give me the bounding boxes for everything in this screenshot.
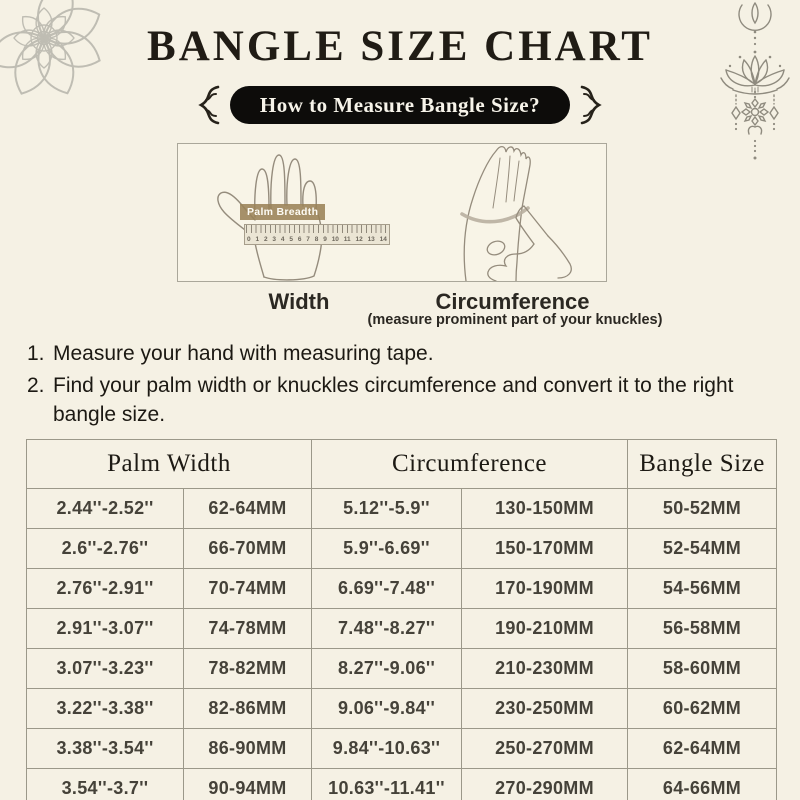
table-cell: 10.63''-11.41'' xyxy=(312,769,462,800)
table-cell: 2.76''-2.91'' xyxy=(27,569,184,609)
table-cell: 190-210MM xyxy=(462,609,628,649)
size-table xyxy=(26,439,777,800)
instruction-number: 2. xyxy=(27,374,45,397)
table-cell: 3.22''-3.38'' xyxy=(27,689,184,729)
table-cell: 5.12''-5.9'' xyxy=(312,489,462,529)
table-cell: 56-58MM xyxy=(628,609,777,649)
table-cell: 170-190MM xyxy=(462,569,628,609)
table-cell: 70-74MM xyxy=(184,569,312,609)
table-cell: 2.44''-2.52'' xyxy=(27,489,184,529)
instruction-item xyxy=(27,371,779,429)
ruler-number: 10 xyxy=(331,236,339,243)
flourish-left-icon xyxy=(195,85,221,125)
table-cell: 210-230MM xyxy=(462,649,628,689)
table-cell: 250-270MM xyxy=(462,729,628,769)
table-cell: 150-170MM xyxy=(462,529,628,569)
table-cell: 9.06''-9.84'' xyxy=(312,689,462,729)
instruction-item xyxy=(27,339,779,368)
ruler-number: 1 xyxy=(255,236,260,243)
table-row xyxy=(27,769,777,800)
ruler-number: 4 xyxy=(280,236,285,243)
table-row xyxy=(27,689,777,729)
table-cell: 62-64MM xyxy=(628,729,777,769)
table-cell: 50-52MM xyxy=(628,489,777,529)
table-cell: 2.91''-3.07'' xyxy=(27,609,184,649)
width-caption: Width xyxy=(268,289,330,314)
palm-ruler xyxy=(244,224,390,245)
ruler-number: 3 xyxy=(272,236,277,243)
table-row xyxy=(27,489,777,529)
ruler-number: 8 xyxy=(314,236,319,243)
table-cell: 130-150MM xyxy=(462,489,628,529)
table-cell: 3.07''-3.23'' xyxy=(27,649,184,689)
header-bangle-size: Bangle Size xyxy=(628,440,777,489)
table-header-row xyxy=(27,440,777,489)
flourish-right-icon xyxy=(579,85,605,125)
knuckle-circumference-hand-illustration xyxy=(420,144,605,281)
ruler-number: 11 xyxy=(343,236,351,243)
table-cell: 5.9''-6.69'' xyxy=(312,529,462,569)
size-table-body xyxy=(27,489,777,800)
table-cell: 74-78MM xyxy=(184,609,312,649)
palm-breadth-label: Palm Breadth xyxy=(240,204,325,220)
ruler-number: 7 xyxy=(306,236,310,243)
instructions-list xyxy=(27,339,779,432)
table-cell: 86-90MM xyxy=(184,729,312,769)
ruler-number: 12 xyxy=(355,236,363,243)
instruction-text: Measure your hand with measuring tape. xyxy=(53,342,434,365)
table-cell: 2.6''-2.76'' xyxy=(27,529,184,569)
measure-badge: How to Measure Bangle Size? xyxy=(230,86,570,124)
ruler-number: 13 xyxy=(367,236,375,243)
table-cell: 9.84''-10.63'' xyxy=(312,729,462,769)
ruler-number: 2 xyxy=(263,236,268,243)
ruler-numbers xyxy=(247,236,387,243)
circumference-note: (measure prominent part of your knuckles) xyxy=(367,312,663,328)
table-cell: 66-70MM xyxy=(184,529,312,569)
table-cell: 64-66MM xyxy=(628,769,777,800)
table-cell: 3.54''-3.7'' xyxy=(27,769,184,800)
width-illustration-box xyxy=(177,143,421,282)
table-cell: 7.48''-8.27'' xyxy=(312,609,462,649)
table-row xyxy=(27,609,777,649)
circumference-caption: Circumference xyxy=(435,289,590,314)
table-cell: 60-62MM xyxy=(628,689,777,729)
table-cell: 8.27''-9.06'' xyxy=(312,649,462,689)
table-cell: 82-86MM xyxy=(184,689,312,729)
table-cell: 90-94MM xyxy=(184,769,312,800)
table-cell: 52-54MM xyxy=(628,529,777,569)
table-row xyxy=(27,529,777,569)
header-circumference: Circumference xyxy=(312,440,628,489)
instruction-number: 1. xyxy=(27,342,45,365)
instruction-text: Find your palm width or knuckles circumference and convert it to the right bangle size. xyxy=(53,374,734,426)
table-cell: 230-250MM xyxy=(462,689,628,729)
table-row xyxy=(27,729,777,769)
ruler-number: 9 xyxy=(323,236,327,243)
ruler-number: 5 xyxy=(289,236,293,243)
table-cell: 270-290MM xyxy=(462,769,628,800)
ruler-number: 0 xyxy=(247,236,251,243)
header-palm-width: Palm Width xyxy=(27,440,312,489)
badge-row xyxy=(0,85,800,125)
ruler-number: 6 xyxy=(297,236,302,243)
table-cell: 58-60MM xyxy=(628,649,777,689)
table-cell: 3.38''-3.54'' xyxy=(27,729,184,769)
table-cell: 6.69''-7.48'' xyxy=(312,569,462,609)
ruler-number: 14 xyxy=(379,236,387,243)
page-title: BANGLE SIZE CHART xyxy=(147,23,653,70)
circumference-illustration-box xyxy=(420,143,607,282)
table-cell: 62-64MM xyxy=(184,489,312,529)
table-row xyxy=(27,569,777,609)
table-row xyxy=(27,649,777,689)
table-cell: 54-56MM xyxy=(628,569,777,609)
table-cell: 78-82MM xyxy=(184,649,312,689)
